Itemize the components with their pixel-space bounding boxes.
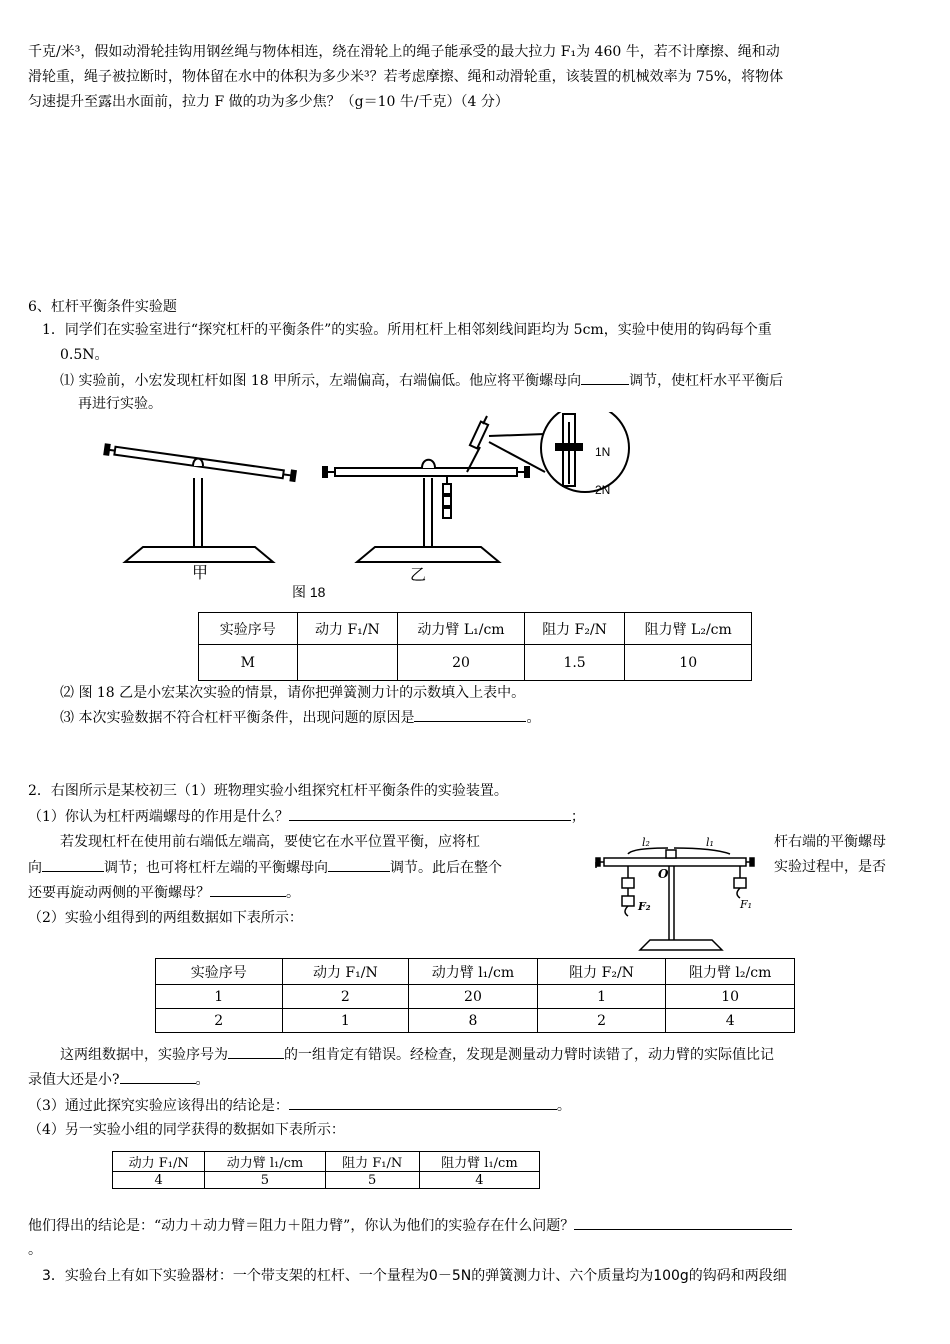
q2-part-4: （4）另一实验小组的同学获得的数据如下表所示： [28,1122,345,1138]
table-2-cell: 1 [537,985,666,1009]
q2-text-rotate-end: 。 [286,885,300,901]
table-1-cell: 1.5 [524,645,625,681]
table-1-cell: 20 [398,645,525,681]
q1-part-1 [60,370,783,391]
table-2-cell: 2 [537,1009,666,1033]
table-2-cell: 4 [666,1009,795,1033]
q2-text-whole: 调节。此后在整个 [390,860,502,876]
q1-part-1-line-2: 再进行实验。 [78,396,162,412]
q2-text-direction: 向 [28,860,42,876]
q2-left-nut-blank[interactable] [328,857,390,872]
table-3 [112,1151,540,1189]
label-f1: F₁ [740,898,753,911]
q2-part-5-text: 他们得出的结论是：“动力＋动力臂＝阻力＋阻力臂”，你认为他们的实验存在什么问题？ [28,1218,575,1234]
q2-right-nut-blank[interactable] [42,857,104,872]
q2-part-2: （2）实验小组得到的两组数据如下表所示： [28,910,303,926]
q1-part-1-blank[interactable] [581,370,629,385]
table-1-cell: M [199,645,298,681]
q2-part-1-line-2-right: 杆右端的平衡螺母 [774,834,886,850]
q2-part-1-line-4 [28,882,300,903]
q1-part-1-text-a: ⑴ 实验前，小宏发现杠杆如图 18 甲所示，左端偏高，右端偏低。他应将平衡螺母向 [60,373,582,389]
q1-part-2: ⑵ 图 18 乙是小宏某次实验的情景，请你把弹簧测力计的示数填入上表中。 [60,685,526,701]
lever-jia [104,444,296,562]
q2-intro: 2．右图所示是某校初三（1）班物理实验小组探究杠杆平衡条件的实验装置。 [28,783,508,799]
q2-conclusion-blank[interactable] [289,1095,557,1110]
q2-part-1-line-3-right: 实验过程中，是否 [774,859,886,875]
figure-q2-lever-diagram [590,832,770,954]
table-2-cell: 2 [156,1009,283,1033]
section-6-title: 6、杠杆平衡条件实验题 [28,299,177,315]
q2-part-1-line-3 [28,857,502,878]
table-2-header: 阻力臂 l₂/cm [666,959,795,985]
q1-part-3-end: 。 [526,710,541,726]
table-2-cell: 1 [156,985,283,1009]
q2-part-1 [28,806,585,827]
figure-18-caption: 图 18 [292,584,326,600]
table-2-cell: 1 [282,1009,409,1033]
label-2n: 2N [595,483,611,497]
top-line-1: 千克/米³，假如动滑轮挂钩用钢丝绳与物体相连，绕在滑轮上的绳子能承受的最大拉力 F₁为 460 牛，若不计摩擦、绳和动 [28,44,780,60]
table-3-cell: 4 [113,1172,205,1189]
label-yi: 乙 [410,567,427,582]
table-1-cell-answer[interactable] [297,645,398,681]
q2-part-1-line-2: 若发现杠杆在使用前右端低左端高，要使它在水平位置平衡，应将杠 [60,834,480,850]
q1-part-1-text-b: 调节，使杠杆水平平衡后 [629,373,784,389]
table-1-header: 阻力 F₂/N [524,613,625,645]
table-3-cell: 5 [205,1172,325,1189]
q2-part-2-line-2 [60,1044,774,1065]
table-1-header: 动力 F₁/N [297,613,398,645]
label-l1: l₁ [706,836,714,849]
q1-line-1: 1．同学们在实验室进行“探究杠杆的平衡条件”的实验。所用杠杆上相邻刻线间距均为 5cm，实验中使用的钩码每个重 [42,322,772,338]
q2-part-1-end: ； [570,809,585,825]
table-2 [155,958,795,1033]
q2-bigger-smaller-blank[interactable] [120,1069,196,1084]
q2-part-5-end: 。 [28,1242,42,1258]
table-3-cell: 4 [419,1172,539,1189]
top-line-2: 滑轮重，绳子被拉断时，物体留在水中的体积为多少米³？若考虑摩擦、绳和动滑轮重，该装置的机械效率为 75%，将物体 [28,69,784,85]
q2-text-bigger-smaller: 录值大还是小? [28,1072,120,1088]
table-3-header: 阻力 F₁/N [325,1152,419,1172]
table-3-header: 动力臂 l₁/cm [205,1152,325,1172]
table-2-header: 动力臂 l₁/cm [409,959,538,985]
q1-line-2: 0.5N。 [60,347,109,363]
table-2-cell: 8 [409,1009,538,1033]
label-l2: l₂ [642,836,650,849]
table-1 [198,612,752,681]
label-f2: F₂ [638,900,651,913]
table-2-cell: 2 [282,985,409,1009]
q2-text-bigger-smaller-end: 。 [195,1072,210,1088]
q2-problem-blank[interactable] [574,1215,792,1230]
table-3-header: 阻力臂 l₁/cm [419,1152,539,1172]
table-3-header: 动力 F₁/N [113,1152,205,1172]
q2-part-3-text: （3）通过此探究实验应该得出的结论是： [28,1098,289,1114]
top-line-3: 匀速提升至露出水面前，拉力 F 做的功为多少焦？（g＝10 牛/千克）（4 分） [28,94,509,110]
table-1-header: 实验序号 [199,613,298,645]
table-2-header: 实验序号 [156,959,283,985]
q2-text-rotate: 还要再旋动两侧的平衡螺母？ [28,885,210,901]
q1-part-3-text: ⑶ 本次实验数据不符合杠杆平衡条件，出现问题的原因是 [60,710,415,726]
q2-part-5 [28,1215,792,1236]
table-1-header: 阻力臂 L₂/cm [625,613,752,645]
q2-part-3-end: 。 [556,1098,571,1114]
q2-serial-blank[interactable] [228,1044,284,1059]
table-2-header: 动力 F₁/N [282,959,409,985]
table-1-header: 动力臂 L₁/cm [398,613,525,645]
q1-part-3-blank[interactable] [414,707,526,722]
q1-part-3 [60,707,540,728]
lever-yi [323,412,629,562]
q2-text-serial: 这两组数据中，实验序号为 [60,1047,228,1063]
q2-text-left-nut: 调节；也可将杠杆左端的平衡螺母向 [104,860,328,876]
label-o: O [658,867,669,881]
table-1-cell: 10 [625,645,752,681]
table-2-header: 阻力 F₂/N [537,959,666,985]
q2-part-3 [28,1095,571,1116]
table-2-cell: 20 [409,985,538,1009]
table-3-cell: 5 [325,1172,419,1189]
label-jia: 甲 [192,565,209,582]
q2-part-2-line-3 [28,1069,210,1090]
q2-part-1-blank[interactable] [289,806,571,821]
q3-line-1: 3．实验台上有如下实验器材：一个带支架的杠杆、一个量程为0－5N的弹簧测力计、六个质量均为100g的钩码和两段细 [42,1268,787,1284]
figure-18-lever-diagram [95,412,635,582]
q2-part-1-text: （1）你认为杠杆两端螺母的作用是什么？ [28,809,289,825]
table-2-cell: 10 [666,985,795,1009]
q2-text-error: 的一组肯定有错误。经检查，发现是测量动力臂时读错了，动力臂的实际值比记 [284,1047,774,1063]
label-1n: 1N [595,445,611,459]
q2-rotate-blank[interactable] [210,882,286,897]
